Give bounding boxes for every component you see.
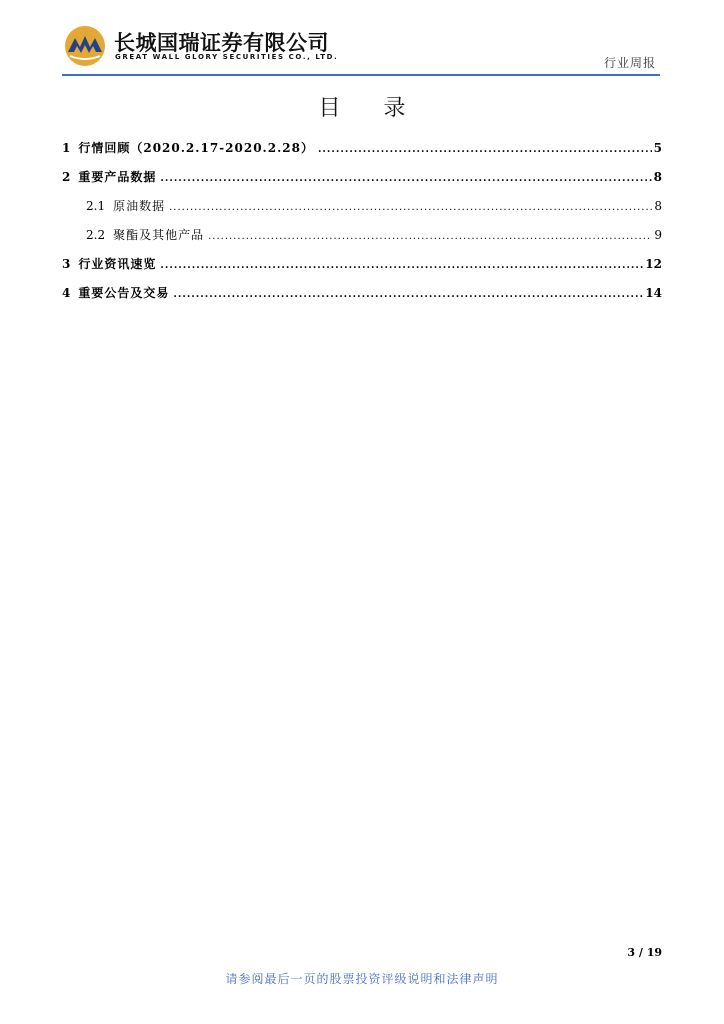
toc-entry-page: 12 xyxy=(645,257,662,271)
toc-entry-4[interactable] xyxy=(62,284,662,313)
company-name-en: GREAT WALL GLORY SECURITIES CO., LTD. xyxy=(115,53,339,61)
toc-entry-number: 2.2 xyxy=(86,228,106,242)
toc-entry-2-1[interactable] xyxy=(62,197,662,226)
toc-entry-text: 原油数据 xyxy=(113,199,166,213)
toc-dot-leader xyxy=(173,289,643,300)
toc-entry-number: 2 xyxy=(62,170,71,184)
toc-entry-text: 重要公告及交易 xyxy=(78,286,170,300)
company-name-cn: 长城国瑞证券有限公司 xyxy=(114,31,329,55)
toc-dot-leader xyxy=(318,144,652,155)
toc-title: 目 录 xyxy=(318,96,424,121)
page-header xyxy=(62,22,660,74)
toc-entry-page: 5 xyxy=(653,141,662,155)
toc-entry-page: 9 xyxy=(654,228,662,242)
toc-entry-text: 行业资讯速览 xyxy=(78,257,157,271)
footer-disclaimer: 请参阅最后一页的股票投资评级说明和法律声明 xyxy=(225,972,499,986)
toc-dot-leader xyxy=(208,231,652,242)
toc-entry-2-2[interactable] xyxy=(62,226,662,255)
toc-entry-page: 14 xyxy=(645,286,662,300)
toc-dot-leader xyxy=(160,260,643,271)
company-logo-icon xyxy=(64,25,106,67)
toc-entry-number: 1 xyxy=(62,141,71,155)
toc-entry-page: 8 xyxy=(654,199,662,213)
toc-dot-leader xyxy=(160,173,651,184)
report-type-label: 行业周报 xyxy=(603,56,656,70)
toc-entry-page: 8 xyxy=(653,170,662,184)
toc-entry-3[interactable] xyxy=(62,255,662,284)
toc-entry-text: 聚酯及其他产品 xyxy=(113,228,205,242)
toc-entry-number: 2.1 xyxy=(86,199,106,213)
page-number: 3 / 19 xyxy=(627,946,662,959)
table-of-contents xyxy=(62,139,662,313)
header-divider xyxy=(62,74,660,76)
toc-entry-number: 4 xyxy=(62,286,71,300)
toc-dot-leader xyxy=(169,202,652,213)
toc-entry-1[interactable] xyxy=(62,139,662,168)
toc-entry-2[interactable] xyxy=(62,168,662,197)
toc-entry-text: 行情回顾（2020.2.17-2020.2.28） xyxy=(78,141,314,155)
toc-entry-number: 3 xyxy=(62,257,71,271)
toc-entry-text: 重要产品数据 xyxy=(78,170,157,184)
